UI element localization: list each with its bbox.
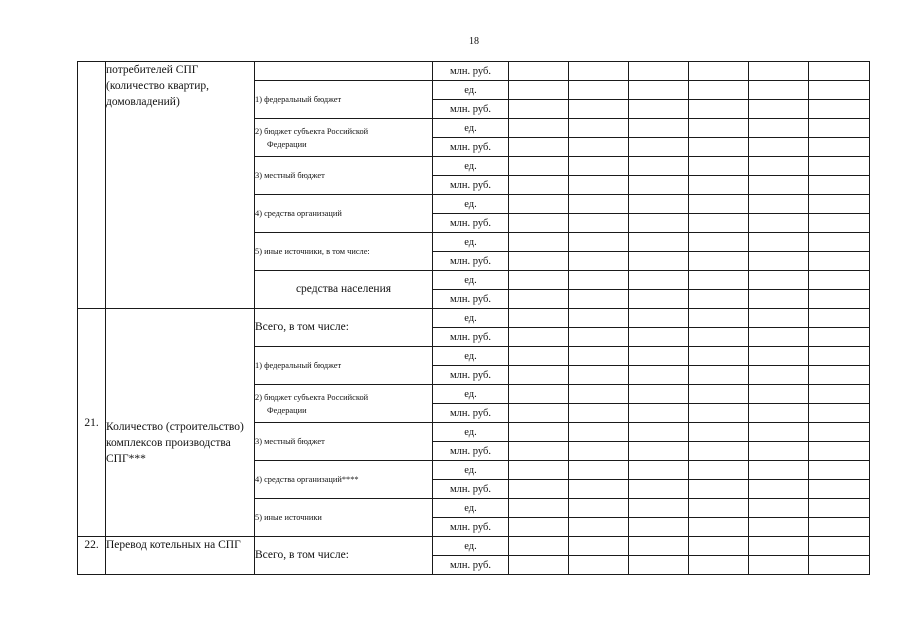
source-cell: 4) средства организаций [255, 195, 433, 233]
value-cell [629, 157, 689, 176]
source-cell: Всего, в том числе: [255, 309, 433, 347]
value-cell [689, 347, 749, 366]
value-cell [629, 62, 689, 81]
value-cell [809, 252, 870, 271]
value-cell [629, 442, 689, 461]
value-cell [749, 176, 809, 195]
unit-cell: ед. [433, 385, 509, 404]
value-cell [809, 195, 870, 214]
value-cell [629, 423, 689, 442]
unit-cell: ед. [433, 499, 509, 518]
value-cell [509, 81, 569, 100]
value-cell [569, 366, 629, 385]
value-cell [569, 442, 629, 461]
value-cell [689, 195, 749, 214]
value-cell [689, 404, 749, 423]
value-cell [629, 119, 689, 138]
value-cell [749, 119, 809, 138]
value-cell [569, 480, 629, 499]
value-cell [749, 537, 809, 556]
value-cell [509, 347, 569, 366]
budget-table [77, 61, 870, 575]
value-cell [809, 290, 870, 309]
unit-cell: млн. руб. [433, 290, 509, 309]
value-cell [689, 176, 749, 195]
value-cell [509, 442, 569, 461]
value-cell [749, 347, 809, 366]
unit-cell: ед. [433, 309, 509, 328]
value-cell [749, 442, 809, 461]
source-cell: Всего, в том числе: [255, 537, 433, 575]
value-cell [509, 233, 569, 252]
value-cell [689, 119, 749, 138]
unit-cell: млн. руб. [433, 404, 509, 423]
value-cell [509, 556, 569, 575]
value-cell [629, 138, 689, 157]
value-cell [749, 518, 809, 537]
unit-cell: ед. [433, 537, 509, 556]
value-cell [809, 423, 870, 442]
value-cell [689, 290, 749, 309]
value-cell [689, 499, 749, 518]
value-cell [809, 404, 870, 423]
value-cell [689, 100, 749, 119]
value-cell [509, 62, 569, 81]
unit-cell: млн. руб. [433, 328, 509, 347]
value-cell [689, 385, 749, 404]
value-cell [689, 518, 749, 537]
value-cell [749, 138, 809, 157]
unit-cell: млн. руб. [433, 366, 509, 385]
unit-cell: ед. [433, 233, 509, 252]
source-cell [255, 62, 433, 81]
value-cell [509, 404, 569, 423]
value-cell [629, 233, 689, 252]
value-cell [809, 385, 870, 404]
value-cell [509, 537, 569, 556]
value-cell [749, 81, 809, 100]
unit-cell: млн. руб. [433, 138, 509, 157]
source-cell: 4) средства организаций**** [255, 461, 433, 499]
value-cell [809, 81, 870, 100]
value-cell [809, 347, 870, 366]
value-cell [689, 556, 749, 575]
unit-cell: ед. [433, 81, 509, 100]
row-name-cell: Перевод котельных на СПГ [106, 537, 255, 575]
value-cell [509, 480, 569, 499]
value-cell [689, 271, 749, 290]
value-cell [749, 328, 809, 347]
value-cell [629, 537, 689, 556]
value-cell [569, 461, 629, 480]
unit-cell: ед. [433, 195, 509, 214]
value-cell [629, 309, 689, 328]
value-cell [629, 347, 689, 366]
source-cell: 3) местный бюджет [255, 423, 433, 461]
value-cell [749, 62, 809, 81]
value-cell [509, 366, 569, 385]
value-cell [809, 176, 870, 195]
value-cell [749, 195, 809, 214]
value-cell [809, 537, 870, 556]
value-cell [569, 233, 629, 252]
value-cell [509, 100, 569, 119]
unit-cell: млн. руб. [433, 556, 509, 575]
unit-cell: млн. руб. [433, 442, 509, 461]
value-cell [509, 252, 569, 271]
value-cell [689, 233, 749, 252]
value-cell [809, 366, 870, 385]
value-cell [689, 537, 749, 556]
value-cell [509, 138, 569, 157]
value-cell [689, 328, 749, 347]
source-cell: средства населения [255, 271, 433, 309]
value-cell [809, 214, 870, 233]
value-cell [809, 271, 870, 290]
value-cell [569, 385, 629, 404]
unit-cell: ед. [433, 423, 509, 442]
source-label-line: 2) бюджет субъекта Российской [255, 126, 369, 136]
source-cell: 1) федеральный бюджет [255, 81, 433, 119]
value-cell [569, 290, 629, 309]
value-cell [569, 309, 629, 328]
value-cell [689, 81, 749, 100]
value-cell [749, 290, 809, 309]
value-cell [509, 461, 569, 480]
value-cell [629, 385, 689, 404]
value-cell [689, 252, 749, 271]
unit-cell: млн. руб. [433, 518, 509, 537]
value-cell [509, 290, 569, 309]
value-cell [629, 461, 689, 480]
value-cell [629, 366, 689, 385]
value-cell [569, 62, 629, 81]
value-cell [809, 518, 870, 537]
value-cell [749, 271, 809, 290]
value-cell [629, 195, 689, 214]
row-name-cell: Количество (строительство) комплексов производства СПГ*** [106, 309, 255, 537]
value-cell [749, 157, 809, 176]
value-cell [569, 404, 629, 423]
row-number-cell [78, 62, 106, 309]
value-cell [569, 423, 629, 442]
value-cell [749, 461, 809, 480]
value-cell [509, 271, 569, 290]
unit-cell: млн. руб. [433, 100, 509, 119]
value-cell [629, 176, 689, 195]
value-cell [509, 309, 569, 328]
source-cell: 1) федеральный бюджет [255, 347, 433, 385]
value-cell [509, 157, 569, 176]
value-cell [569, 100, 629, 119]
value-cell [689, 442, 749, 461]
value-cell [509, 195, 569, 214]
value-cell [629, 499, 689, 518]
value-cell [509, 499, 569, 518]
value-cell [809, 119, 870, 138]
value-cell [629, 100, 689, 119]
unit-cell: ед. [433, 157, 509, 176]
value-cell [569, 271, 629, 290]
value-cell [629, 518, 689, 537]
table-row [78, 309, 870, 328]
unit-cell: ед. [433, 347, 509, 366]
value-cell [629, 328, 689, 347]
value-cell [569, 347, 629, 366]
value-cell [809, 328, 870, 347]
value-cell [509, 328, 569, 347]
value-cell [629, 252, 689, 271]
value-cell [569, 537, 629, 556]
value-cell [749, 252, 809, 271]
value-cell [569, 195, 629, 214]
unit-cell: млн. руб. [433, 252, 509, 271]
value-cell [509, 385, 569, 404]
value-cell [629, 290, 689, 309]
value-cell [689, 423, 749, 442]
value-cell [689, 214, 749, 233]
row-number-cell: 21. [78, 309, 106, 537]
value-cell [689, 157, 749, 176]
value-cell [569, 176, 629, 195]
value-cell [629, 480, 689, 499]
value-cell [689, 309, 749, 328]
value-cell [749, 366, 809, 385]
value-cell [809, 100, 870, 119]
value-cell [629, 214, 689, 233]
value-cell [569, 119, 629, 138]
value-cell [689, 366, 749, 385]
source-cell: 5) иные источники, в том числе: [255, 233, 433, 271]
value-cell [629, 556, 689, 575]
value-cell [809, 480, 870, 499]
value-cell [689, 138, 749, 157]
source-cell [255, 119, 433, 157]
value-cell [569, 499, 629, 518]
value-cell [569, 214, 629, 233]
value-cell [569, 518, 629, 537]
value-cell [629, 404, 689, 423]
value-cell [569, 157, 629, 176]
value-cell [809, 138, 870, 157]
source-label-line: Федерации [267, 405, 307, 415]
value-cell [569, 252, 629, 271]
value-cell [749, 385, 809, 404]
unit-cell: ед. [433, 461, 509, 480]
row-number-cell: 22. [78, 537, 106, 575]
unit-cell: млн. руб. [433, 62, 509, 81]
table-row [78, 537, 870, 556]
value-cell [689, 461, 749, 480]
value-cell [509, 214, 569, 233]
source-cell: 5) иные источники [255, 499, 433, 537]
value-cell [509, 176, 569, 195]
value-cell [749, 480, 809, 499]
unit-cell: млн. руб. [433, 214, 509, 233]
value-cell [689, 62, 749, 81]
value-cell [809, 233, 870, 252]
value-cell [509, 423, 569, 442]
table-row [78, 62, 870, 81]
source-label-line: 2) бюджет субъекта Российской [255, 392, 369, 402]
value-cell [749, 423, 809, 442]
unit-cell: млн. руб. [433, 176, 509, 195]
source-cell: 3) местный бюджет [255, 157, 433, 195]
source-cell [255, 385, 433, 423]
value-cell [749, 214, 809, 233]
page-number: 18 [469, 36, 479, 47]
row-name-cell: потребителей СПГ (количество квартир, домовладений) [106, 62, 255, 309]
value-cell [809, 499, 870, 518]
value-cell [809, 556, 870, 575]
value-cell [689, 480, 749, 499]
value-cell [809, 309, 870, 328]
unit-cell: ед. [433, 271, 509, 290]
value-cell [749, 499, 809, 518]
value-cell [809, 461, 870, 480]
value-cell [749, 100, 809, 119]
value-cell [749, 233, 809, 252]
value-cell [809, 62, 870, 81]
value-cell [569, 328, 629, 347]
value-cell [749, 404, 809, 423]
value-cell [569, 81, 629, 100]
value-cell [749, 309, 809, 328]
value-cell [629, 271, 689, 290]
value-cell [509, 518, 569, 537]
value-cell [509, 119, 569, 138]
value-cell [629, 81, 689, 100]
unit-cell: ед. [433, 119, 509, 138]
value-cell [749, 556, 809, 575]
value-cell [809, 442, 870, 461]
value-cell [569, 138, 629, 157]
source-label-line: Федерации [267, 139, 307, 149]
unit-cell: млн. руб. [433, 480, 509, 499]
value-cell [569, 556, 629, 575]
value-cell [809, 157, 870, 176]
